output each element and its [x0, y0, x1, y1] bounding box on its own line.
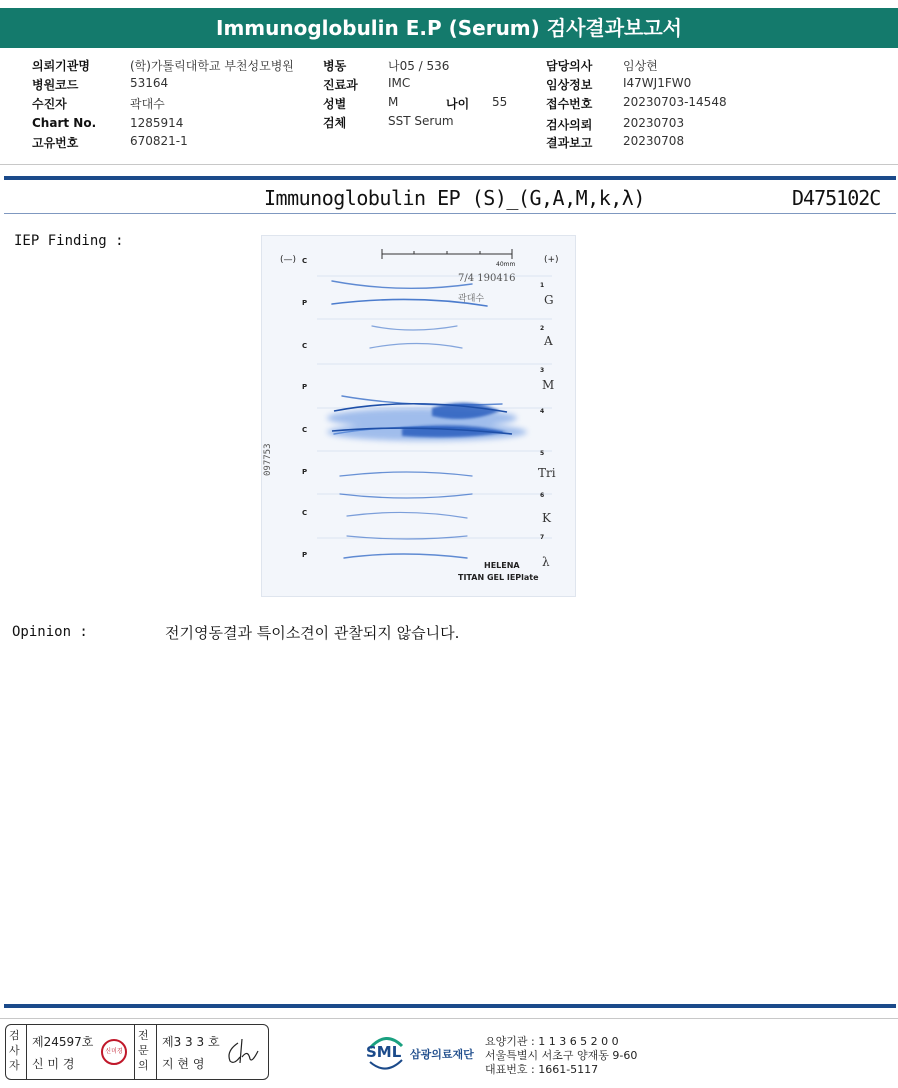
box-divider [26, 1025, 27, 1079]
test-code: D475102C [792, 186, 881, 210]
specimen-label: 검체 [323, 116, 347, 130]
lane-marker: C [302, 257, 308, 265]
org-phone: 대표번호 : 1661-5117 [485, 1063, 599, 1076]
specialist-label: 전문의 [138, 1029, 149, 1072]
unique-id-label: 고유번호 [32, 136, 79, 150]
opinion-label: Opinion : [12, 624, 88, 640]
examiner-license: 제24597호 [32, 1035, 94, 1049]
well-number: 3 [540, 367, 545, 374]
scale-label: 40mm [496, 261, 516, 268]
section-rule-top [4, 176, 896, 180]
lane-marker: C [302, 342, 308, 350]
specialist-license: 제3 3 3 호 [162, 1035, 220, 1049]
antisera-label: Tri [538, 466, 556, 480]
negative-pole-label: (—) [280, 255, 297, 265]
recipient-label: 수진자 [32, 97, 67, 111]
opinion-text: 전기영동결과 특이소견이 관찰되지 않습니다. [165, 624, 460, 642]
recipient-value: 곽대수 [130, 97, 165, 111]
well-number: 4 [540, 408, 545, 415]
report-date-value: 20230708 [623, 134, 685, 148]
handwritten-id: 7/4 190416 [458, 273, 516, 284]
plate-name: TITAN GEL IEPlate [458, 573, 539, 582]
org-address: 서울특별시 서초구 양재동 9-60 [485, 1049, 638, 1062]
footer-divider [0, 1018, 898, 1019]
seal-text: 신미경 [105, 1048, 123, 1055]
hospital-code-value: 53164 [130, 76, 169, 90]
examiner-name: 신 미 경 [32, 1057, 75, 1071]
unique-id-value: 670821-1 [130, 134, 188, 148]
sex-value: M [388, 95, 399, 109]
well-number: 7 [540, 534, 545, 541]
antisera-label: M [542, 378, 555, 392]
examiner-seal [101, 1039, 127, 1065]
specialist-name: 지 현 영 [162, 1057, 205, 1071]
well-number: 6 [540, 492, 545, 499]
doctor-label: 담당의사 [546, 59, 593, 73]
ward-value: 나05 / 536 [388, 59, 450, 73]
positive-pole-label: (+) [544, 255, 559, 265]
well-number: 2 [540, 325, 545, 332]
box-divider [134, 1025, 135, 1079]
institution-number: 요양기관 : 1 1 3 6 5 2 0 0 [485, 1035, 619, 1048]
header-divider [0, 164, 898, 165]
request-date-value: 20230703 [623, 116, 685, 130]
lane-marker: P [302, 468, 308, 476]
handwritten-name: 곽대수 [458, 294, 485, 304]
sex-label: 성별 [323, 97, 347, 111]
clinical-info-label: 임상정보 [546, 78, 593, 92]
clinical-info-value: I47WJ1FW0 [623, 76, 692, 90]
sml-logo-text: SML [366, 1043, 402, 1061]
test-name: Immunoglobulin EP (S)_(G,A,M,k,λ) [264, 186, 645, 210]
iep-gel-image [261, 235, 576, 597]
department-label: 진료과 [323, 78, 358, 92]
hospital-code-label: 병원코드 [32, 78, 79, 92]
institution-value: (학)가톨릭대학교 부천성모병원 [130, 59, 294, 73]
lane-marker: P [302, 299, 308, 307]
specialist-signature [224, 1037, 260, 1067]
accession-label: 접수번호 [546, 97, 593, 111]
well-number: 5 [540, 450, 545, 457]
antisera-label: λ [542, 555, 550, 569]
report-title: Immunoglobulin E.P (Serum) 검사결과보고서 [0, 8, 898, 48]
org-name: 삼광의료재단 [410, 1048, 474, 1061]
specimen-value: SST Serum [388, 114, 454, 128]
plate-number: 097753 [263, 443, 273, 476]
footer-rule [4, 1004, 896, 1008]
lane-marker: C [302, 509, 308, 517]
accession-value: 20230703-14548 [623, 95, 727, 109]
report-date-label: 결과보고 [546, 136, 593, 150]
age-label: 나이 [446, 97, 470, 111]
age-value: 55 [492, 95, 508, 109]
lane-marker: P [302, 383, 308, 391]
institution-label: 의뢰기관명 [32, 59, 90, 73]
chart-no-value: 1285914 [130, 116, 184, 130]
request-date-label: 검사의뢰 [546, 118, 593, 132]
plate-brand: HELENA [484, 561, 520, 570]
signature-box [5, 1024, 269, 1080]
section-rule-bottom [4, 213, 896, 214]
doctor-value: 임상현 [623, 59, 658, 73]
lane-marker: C [302, 426, 308, 434]
ward-label: 병동 [323, 59, 347, 73]
lane-marker: P [302, 551, 308, 559]
department-value: IMC [388, 76, 411, 90]
box-divider [156, 1025, 157, 1079]
iep-finding-label: IEP Finding : [14, 233, 124, 249]
antisera-label: G [544, 293, 554, 307]
examiner-label: 검사자 [9, 1029, 20, 1072]
chart-no-label: Chart No. [32, 116, 97, 130]
well-number: 1 [540, 282, 545, 289]
antisera-label: A [544, 334, 553, 348]
antisera-label: K [542, 511, 551, 525]
sml-logo [366, 1032, 406, 1072]
